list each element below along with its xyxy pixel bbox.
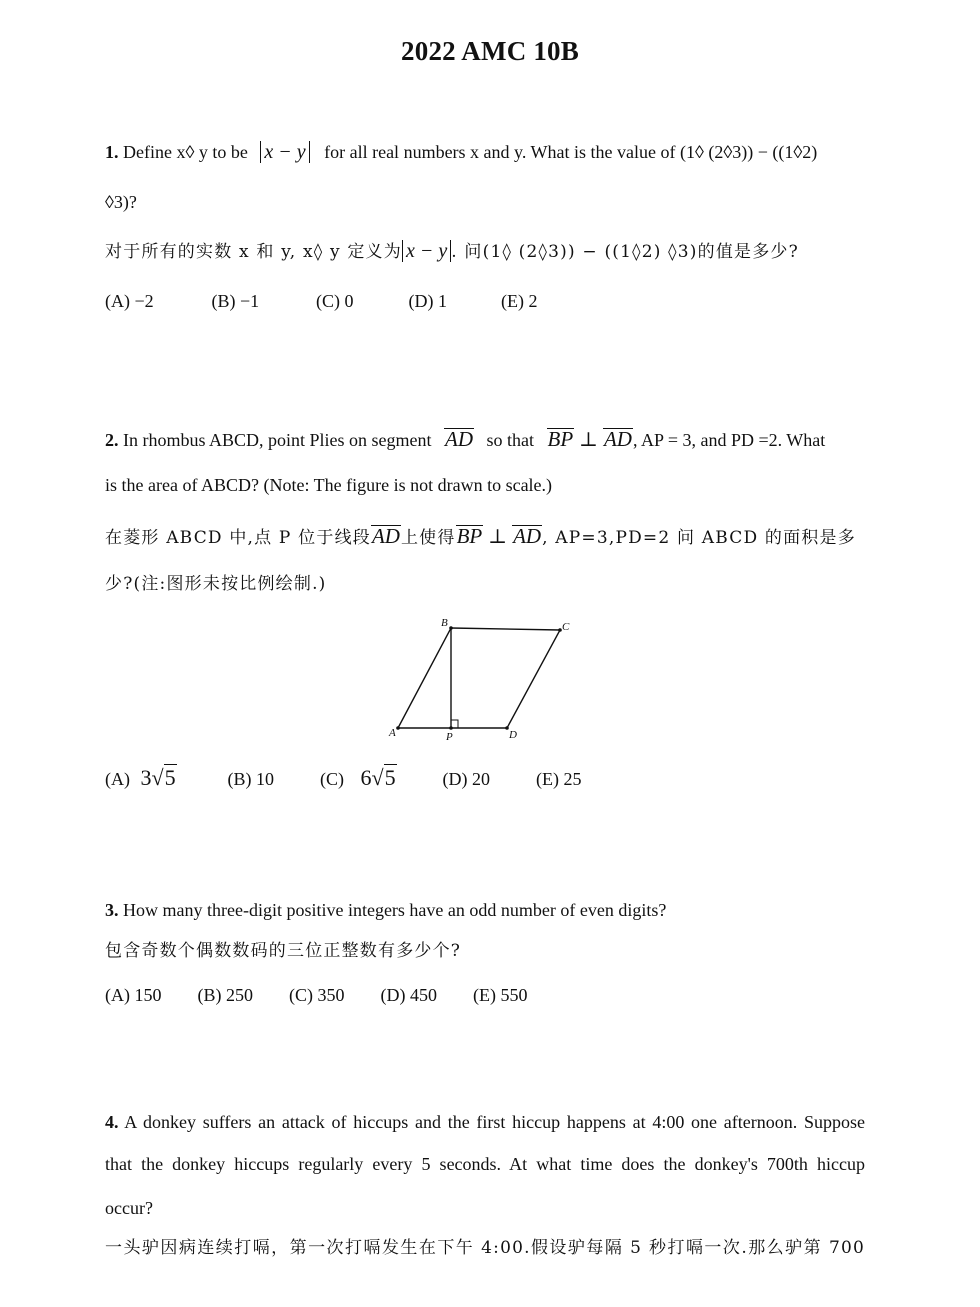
q2-choice-e: (E) 25 <box>536 769 582 789</box>
point-a <box>396 726 400 730</box>
point-b <box>449 626 453 630</box>
q2-cn-segment-ad-2: AD <box>513 524 542 548</box>
q3-cn-line: 包含奇数个偶数数码的三位正整数有多少个? <box>105 941 462 961</box>
q2-segment-ad-2: AD <box>603 427 632 451</box>
label-d: D <box>509 729 517 741</box>
q2-perp-symbol: ⊥ <box>579 429 598 451</box>
q2-choice-a-coef: 3 <box>140 765 152 790</box>
q2-choices <box>105 766 581 791</box>
q4-en-line3: occur? <box>105 1198 153 1218</box>
side-cd <box>507 630 560 728</box>
q2-en-b: so that <box>486 430 535 450</box>
q2-number: 2. <box>105 430 119 450</box>
q3-choice-b: (B) 250 <box>197 985 253 1005</box>
q2-choice-a-label: (A) <box>105 769 130 789</box>
rhombus-diagram <box>380 612 580 747</box>
q2-en-line1 <box>105 426 865 452</box>
q3-en-text: How many three-digit positive integers have an odd number of even digits? <box>123 900 667 920</box>
q4-en-line2: that the donkey hiccups regularly every 5 seconds. At what time does the donkey's 700th hiccup <box>105 1154 865 1174</box>
q3-choice-d: (D) 450 <box>380 985 437 1005</box>
label-c: C <box>562 621 570 633</box>
q1-number: 1. <box>105 142 119 162</box>
q3-choice-c: (C) 350 <box>289 985 345 1005</box>
q1-choice-d: (D) 1 <box>408 291 447 311</box>
q3-choice-a: (A) 150 <box>105 985 162 1005</box>
q1-cn-part1: 对于所有的实数 x 和 y, x◊ y 定义为 <box>105 242 402 262</box>
q1-en-part2: for all real numbers x and y. What is the value of (1◊ (2◊3)) − ((1◊2) <box>324 142 818 162</box>
q2-choice-c-label: (C) <box>320 769 344 789</box>
q2-cn-segment-ad: AD <box>371 524 400 548</box>
q2-en-line2: is the area of ABCD? (Note: The figure is not drawn to scale.) <box>105 475 553 495</box>
q1-choice-c: (C) 0 <box>316 291 354 311</box>
q2-choice-c-radicand: 5 <box>384 765 396 790</box>
q1-cn-part2: . 问(1◊ (2◊3)) − ((1◊2) ◊3)的值是多少? <box>451 242 799 262</box>
q3-en-line <box>105 898 865 922</box>
q4-number: 4. <box>105 1112 119 1132</box>
q1-abs-expression: x − y <box>260 141 309 163</box>
q2-choice-a-expr: 3√5 <box>140 765 176 790</box>
q2-choice-c <box>320 766 438 791</box>
q3-number: 3. <box>105 900 119 920</box>
q2-cn-b: 上使得 <box>400 528 456 548</box>
q1-en-line1 <box>105 140 865 164</box>
q2-en-a: In rhombus ABCD, point Plies on segment <box>123 430 432 450</box>
q3-choice-e: (E) 550 <box>473 985 528 1005</box>
q1-cn-line <box>105 239 865 264</box>
q4-cn-line1: 一头驴因病连续打嗝，第一次打嗝发生在下午 4:00.假设驴每隔 5 秒打嗝一次.那么驴第 700 <box>105 1238 865 1258</box>
q2-cn-line2: 少?(注:图形未按比例绘制.) <box>105 574 327 594</box>
q4-en-line1 <box>105 1110 865 1134</box>
q2-cn-c: , AP=3,PD=2 问 ABCD 的面积是多 <box>542 528 856 548</box>
side-bc <box>451 628 560 630</box>
q2-choice-d: (D) 20 <box>442 769 490 789</box>
q2-choice-c-coef: 6 <box>360 765 372 790</box>
q4-en-line1-text: A donkey suffers an attack of hiccups and the first hiccup happens at 4:00 one afternoon. Suppose <box>124 1112 865 1132</box>
q1-choice-b: (B) −1 <box>211 291 260 311</box>
page-title: 2022 AMC 10B <box>401 36 579 66</box>
q2-en-c: , AP = 3, and PD =2. What <box>632 430 826 450</box>
q2-choice-a-radicand: 5 <box>164 765 176 790</box>
q1-en-part1: Define x◊ y to be <box>123 142 248 162</box>
side-ab <box>398 628 451 728</box>
q1-choice-e: (E) 2 <box>501 291 538 311</box>
q2-cn-segment-bp: BP <box>456 524 483 548</box>
q2-choice-c-expr: 6√5 <box>360 765 396 790</box>
q2-segment-ad: AD <box>445 427 474 451</box>
q1-cn-abs-expression: x − y <box>402 240 451 262</box>
q1-choice-a: (A) −2 <box>105 291 154 311</box>
q3-choices <box>105 983 527 1007</box>
q2-cn-line1 <box>105 523 865 550</box>
q2-cn-a: 在菱形 ABCD 中,点 P 位于线段 <box>105 528 371 548</box>
q2-segment-bp: BP <box>547 427 574 451</box>
label-p: P <box>446 731 453 743</box>
q2-choice-a <box>105 766 223 791</box>
q2-cn-perp-symbol: ⊥ <box>488 526 508 548</box>
q2-choice-b: (B) 10 <box>227 769 274 789</box>
q1-choices <box>105 289 537 313</box>
label-a: A <box>389 727 396 739</box>
label-b: B <box>441 617 448 629</box>
q1-en-part3: ◊3)? <box>105 192 137 212</box>
point-p <box>449 726 453 730</box>
rhombus-figure <box>380 612 580 747</box>
